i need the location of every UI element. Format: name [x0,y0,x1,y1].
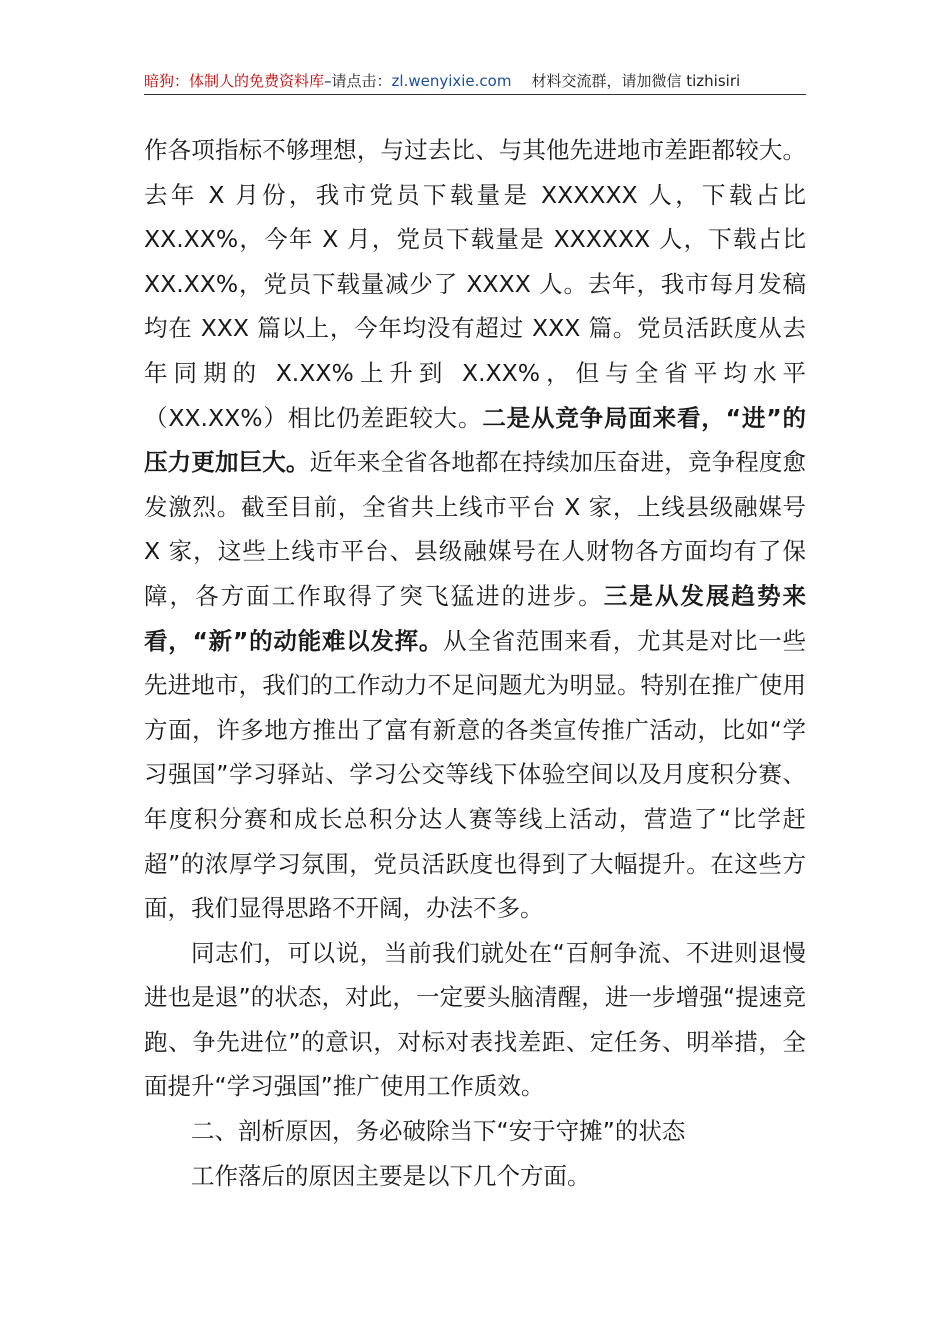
paragraph-1-run-3: 近年来全省各地都在持续加压奋进，竞争程度愈发激烈。截至目前，全省共上线市平台 X 家，上线县级融媒号 X 家，这些上线市平台、县级融媒号在人财物各方面均有了保障，各方面工作取得了突飞猛进的进步。 [144,448,807,610]
header-url-link[interactable]: zl.wenyixie.com [391,72,512,90]
header-group-note: 材料交流群，请加微信 tizhisiri [531,72,741,90]
paragraph-1 [144,128,806,931]
page-header [144,68,806,94]
paragraph-4: 工作落后的原因主要是以下几个方面。 [191,1161,591,1190]
document-body [144,128,806,1198]
section-heading: 二、剖析原因，务必破除当下“安于守摊”的状态 [191,1117,686,1146]
header-divider [144,94,806,95]
header-brand: 暗狗：体制人的免费资料库 [144,72,325,90]
paragraph-1-run-5: 从全省范围来看，尤其是对比一些先进地市，我们的工作动力不足问题尤为明显。特别在推广使用方面，许多地方推出了富有新意的各类宣传推广活动，比如“学习强国”学习驿站、学习公交等线下体验空间以及月度积分赛、年度积分赛和成长总积分达人赛等线上活动，营造了“比学赶超”的浓厚学习氛围，党员活跃度也得到了大幅提升。在这些方面，我们显得思路不开阔，办法不多。 [144,626,807,923]
paragraph-2: 同志们，可以说，当前我们就处在“百舸争流、不进则退慢进也是退”的状态，对此，一定要头脑清醒，进一步增强“提速竞跑、争先进位”的意识，对标对表找差距、定任务、明举措，全面提升“学习强国”推广使用工作质效。 [144,938,806,1101]
paragraph-1-run-1: 作各项指标不够理想，与过去比、与其他先进地市差距都较大。去年 X 月份，我市党员下载量是 XXXXXX 人，下载占比 XX.XX%，今年 X 月，党员下载量是 XXXXXX 人，下载占比 XX.XX%，党员下载量减少了 XXXX 人。去年，我市每月发稿均在 XXX 篇以上，今年均没有超过 XXX 篇。党员活跃度从去年同期的 X.XX%上升到 X.XX%，但与全省平均水平（XX.XX%）相比仍差距较大。 [144,136,806,432]
header-click-text: –请点击： [324,72,392,90]
bold-heading-trend: 三是从发展趋势来看，“新”的动能难以发挥。 [144,581,807,655]
bold-heading-competition: 二是从竞争局面来看，“进”的压力更加巨大。 [144,403,806,477]
